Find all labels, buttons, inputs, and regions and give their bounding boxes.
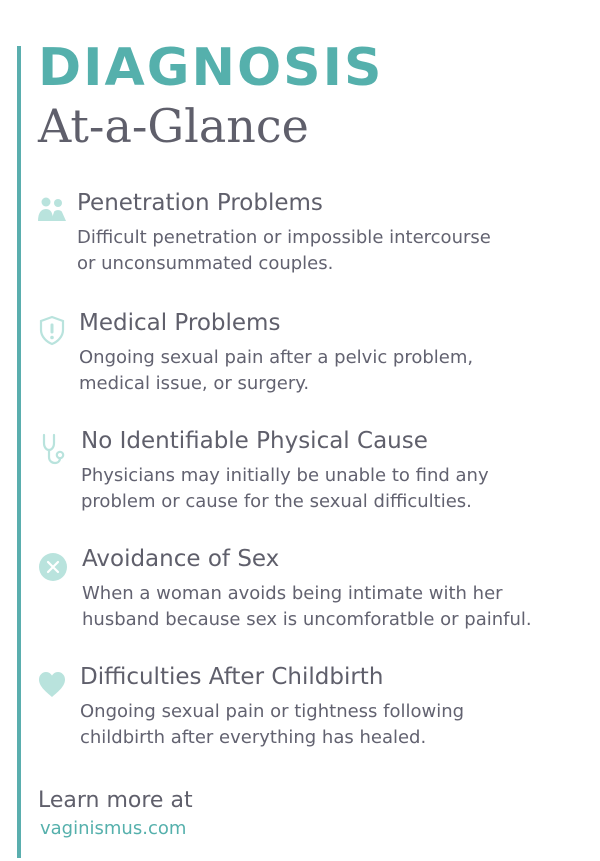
description-line: husband because sex is uncomforatble or painful.	[82, 609, 532, 630]
description-line: medical issue, or surgery.	[79, 373, 310, 394]
section-description	[77, 225, 491, 277]
stethoscope-icon	[36, 432, 68, 464]
description-line: Physicians may initially be unable to find any	[81, 465, 489, 486]
description-line: childbirth after everything has healed.	[80, 727, 427, 748]
section-heading: Penetration Problems	[77, 190, 323, 216]
description-line: problem or cause for the sexual difficulties.	[81, 491, 472, 512]
description-line: Ongoing sexual pain or tightness following	[80, 701, 465, 722]
section-description	[79, 345, 473, 397]
left-accent-rule	[17, 46, 21, 858]
description-line: or unconsummated couples.	[77, 253, 334, 274]
description-line: Ongoing sexual pain after a pelvic problem,	[79, 347, 474, 368]
section-heading: Avoidance of Sex	[82, 546, 280, 572]
description-line: When a woman avoids being intimate with her	[82, 583, 503, 604]
couple-icon	[36, 194, 68, 226]
section-heading: Medical Problems	[79, 310, 281, 336]
description-line: Difficult penetration or impossible intercourse	[77, 227, 491, 248]
section-description	[82, 581, 532, 633]
page-title: DIAGNOSIS	[38, 38, 384, 98]
learn-more-label: Learn more at	[38, 788, 193, 813]
section-heading: No Identifiable Physical Cause	[81, 428, 428, 454]
x-circle-icon	[36, 550, 68, 582]
page-subtitle: At-a-Glance	[38, 99, 309, 153]
section-heading: Difficulties After Childbirth	[80, 664, 384, 690]
heart-icon	[36, 668, 68, 700]
shield-alert-icon	[36, 314, 68, 346]
website-link[interactable]: vaginismus.com	[40, 818, 187, 839]
section-description	[80, 699, 464, 751]
section-description	[81, 463, 489, 515]
